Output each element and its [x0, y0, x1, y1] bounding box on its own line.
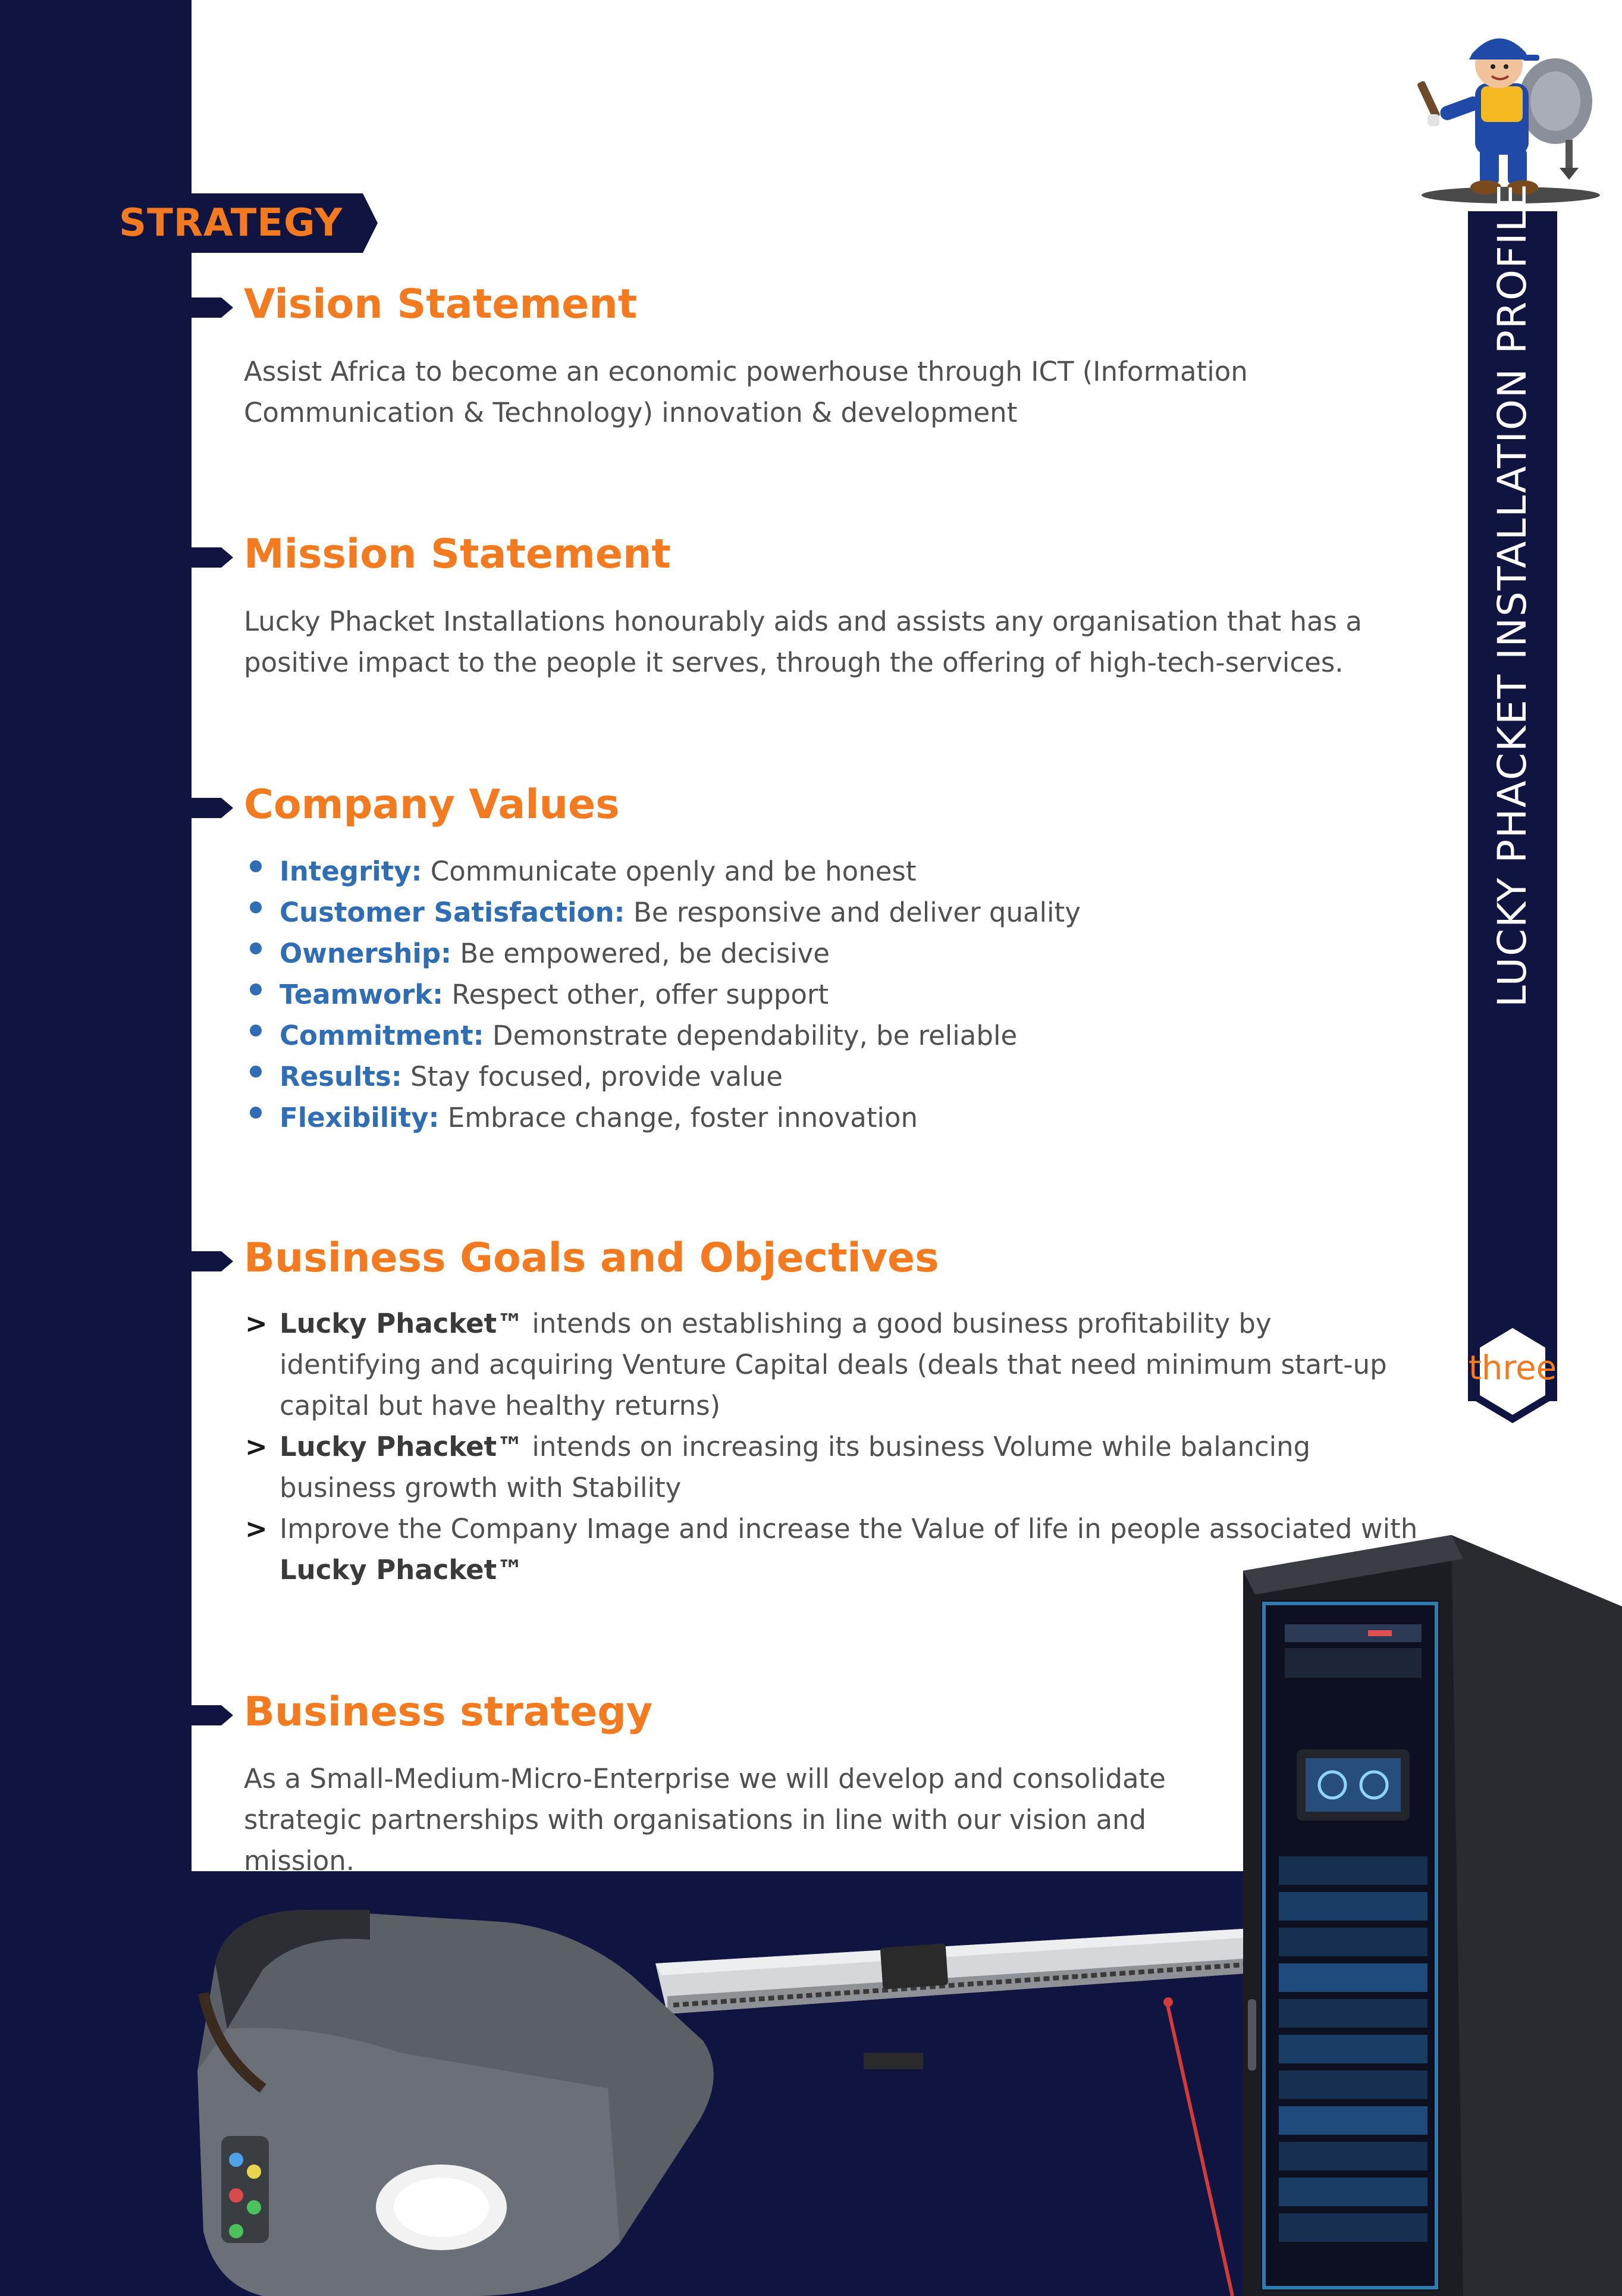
- goal-item: [244, 1303, 1422, 1426]
- garage-door-opener-image: [192, 1874, 1262, 2296]
- value-desc: Embrace change, foster innovation: [439, 1102, 918, 1133]
- goal-brand: Lucky Phacket™: [280, 1308, 524, 1339]
- bullet-icon: [250, 901, 262, 913]
- strategy-text: As a Small-Medium-Micro-Enterprise we will develop and consolidate strategic partnerships with organisations in line with our vision and mission.: [244, 1763, 1166, 1877]
- value-name: Results:: [280, 1061, 402, 1092]
- value-item: [244, 933, 1081, 974]
- mission-heading: Mission Statement: [244, 531, 671, 578]
- value-item: [244, 974, 1081, 1015]
- value-name: Commitment:: [280, 1020, 484, 1051]
- value-item: [244, 1056, 1081, 1097]
- goal-marker: >: [245, 1308, 268, 1339]
- value-desc: Be responsive and deliver quality: [625, 897, 1081, 928]
- goals-arrow-icon: [192, 1251, 233, 1271]
- value-item: [244, 851, 1081, 892]
- mission-arrow-icon: [192, 547, 233, 568]
- goal-marker: >: [245, 1431, 268, 1462]
- value-name: Teamwork:: [280, 979, 444, 1010]
- vision-arrow-icon: [192, 297, 233, 318]
- mission-text: Lucky Phacket Installations honourably aids and assists any organisation that has a positive impact to the people it serves, through the offering of high-tech-services.: [244, 606, 1362, 678]
- bullet-icon: [250, 1025, 262, 1036]
- bullet-icon: [250, 1066, 262, 1077]
- values-arrow-icon: [192, 798, 233, 818]
- value-item: [244, 1097, 1081, 1138]
- goal-text: intends on increasing its business Volume while balancing business growth with Stability: [280, 1431, 1311, 1503]
- value-name: Flexibility:: [280, 1102, 440, 1133]
- strategy-label: STRATEGY: [119, 201, 343, 245]
- value-desc: Stay focused, provide value: [401, 1061, 783, 1092]
- side-title-text: LUCKY PHACKET INSTALLATION PROFILE: [1489, 183, 1535, 1007]
- value-item: [244, 892, 1081, 933]
- strategy-tab: [101, 193, 378, 253]
- goal-text: intends on establishing a good business profitability by identifying and acquiring Venture Capital deals (deals that need minimum start-up capital but have healthy returns): [280, 1308, 1387, 1421]
- page-number-word: three: [1468, 1349, 1557, 1387]
- goal-item: [244, 1426, 1422, 1508]
- goal-marker: >: [245, 1513, 268, 1545]
- value-desc: Be empowered, be decisive: [451, 938, 830, 969]
- value-name: Integrity:: [280, 856, 422, 887]
- values-list: [244, 851, 1081, 1138]
- value-desc: Communicate openly and be honest: [422, 856, 917, 887]
- bullet-icon: [250, 860, 262, 872]
- strategy-arrow-icon: [192, 1705, 233, 1725]
- goal-brand: Lucky Phacket™: [280, 1554, 524, 1586]
- goal-text: Improve the Company Image and increase the Value of life in people associated with: [280, 1513, 1418, 1545]
- strategy-heading: Business strategy: [244, 1689, 653, 1736]
- technician-mascot-icon: [1410, 12, 1606, 208]
- bullet-icon: [250, 942, 262, 954]
- goal-brand: Lucky Phacket™: [280, 1431, 524, 1462]
- goals-heading: Business Goals and Objectives: [244, 1235, 939, 1282]
- value-desc: Respect other, offer support: [443, 979, 829, 1010]
- value-item: [244, 1015, 1081, 1056]
- value-desc: Demonstrate dependability, be reliable: [484, 1020, 1018, 1051]
- bullet-icon: [250, 983, 262, 995]
- bullet-icon: [250, 1107, 262, 1119]
- value-name: Ownership:: [280, 938, 452, 969]
- value-name: Customer Satisfaction:: [280, 897, 625, 928]
- vision-text: Assist Africa to become an economic powerhouse through ICT (Information Communication & Technology) innovation & development: [244, 356, 1248, 428]
- vision-heading: Vision Statement: [244, 281, 638, 328]
- values-heading: Company Values: [244, 781, 620, 828]
- server-rack-image: [1237, 1523, 1622, 2296]
